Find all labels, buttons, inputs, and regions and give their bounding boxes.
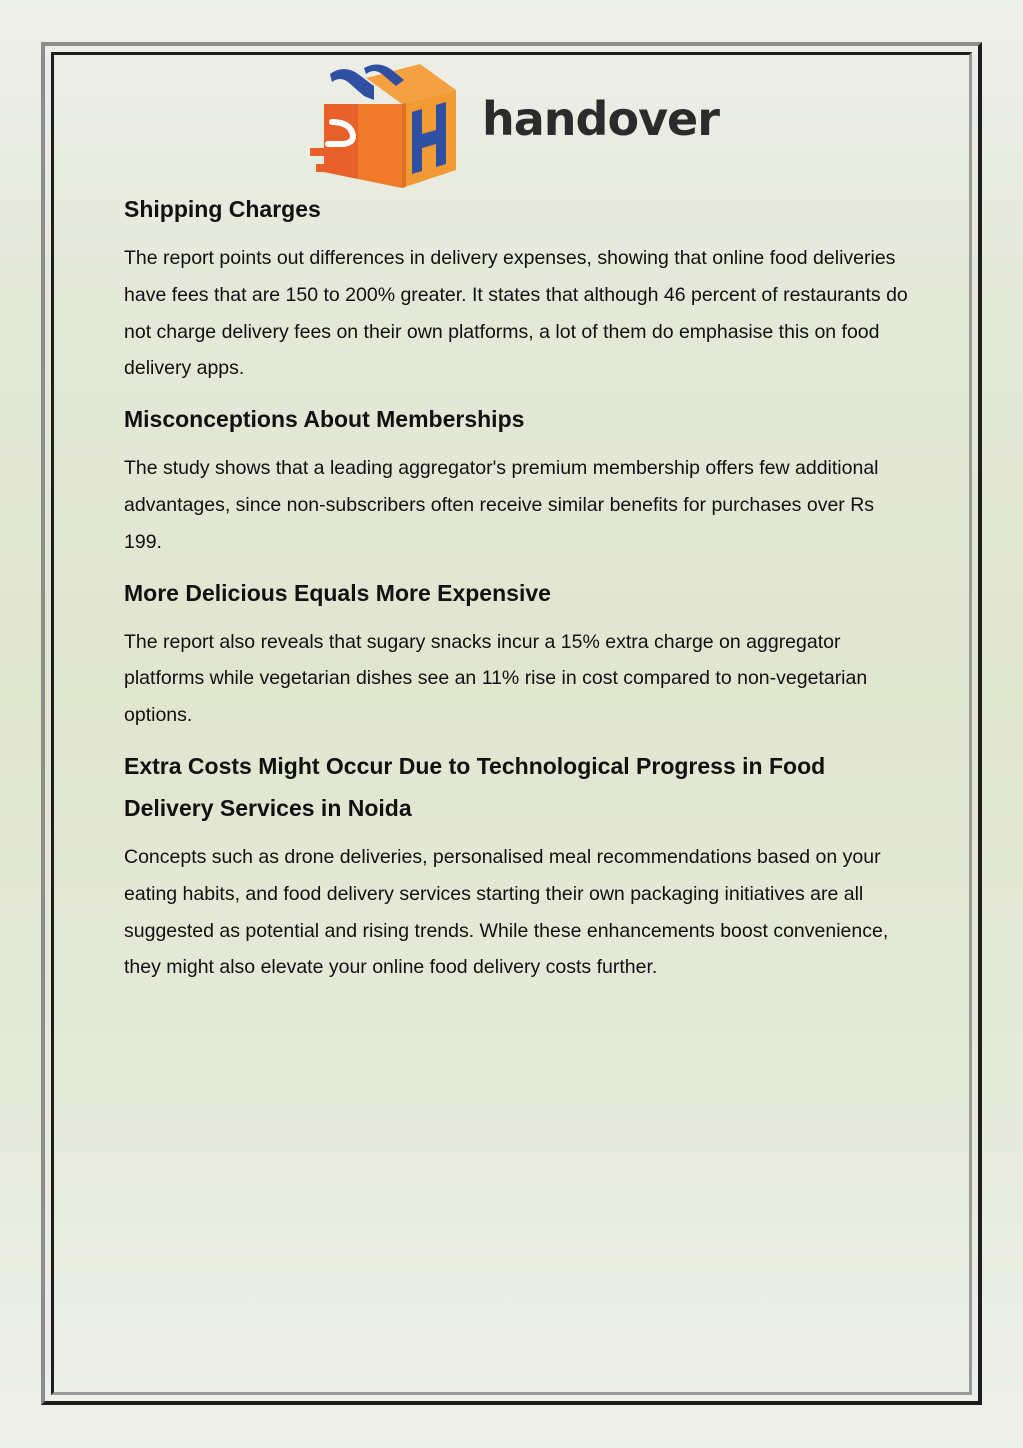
brand-wordmark: handover xyxy=(482,92,719,146)
section-heading-shipping-charges: Shipping Charges xyxy=(124,196,321,222)
section-body-technological-progress: Concepts such as drone deliveries, personalised meal recommendations based on your eating habits, and food delivery services starting their own packaging initiatives are all suggested as potential and rising trends. While these enhancements boost convenience, they might also elevate your online food delivery costs further. xyxy=(124,845,889,979)
handover-logo xyxy=(308,60,728,194)
section-heading-memberships: Misconceptions About Memberships xyxy=(124,406,525,433)
section-heading-delicious-expensive: More Delicious Equals More Expensive xyxy=(124,579,551,606)
section-body-delicious-expensive: The report also reveals that sugary snacks incur a 15% extra charge on aggregator platforms while vegetarian dishes see an 11% rise in cost compared to non-vegetarian options. xyxy=(124,630,868,727)
section-body-memberships: The study shows that a leading aggregator's premium membership offers few additional advantages, since non-subscribers often receive similar benefits for purchases over Rs 199. xyxy=(124,457,879,553)
handover-box-logo-icon xyxy=(308,60,468,194)
article-content xyxy=(124,188,914,986)
section-heading-technological-progress: Extra Costs Might Occur Due to Technological Progress in Food Delivery Services in Noida xyxy=(124,752,826,821)
section-body-shipping-charges: The report points out differences in delivery expenses, showing that online food deliveries have fees that are 150 to 200% greater. It states that although 46 percent of restaurants do not charge delivery fees on their own platforms, a lot of them do emphasise this on food delivery apps. xyxy=(124,247,908,380)
